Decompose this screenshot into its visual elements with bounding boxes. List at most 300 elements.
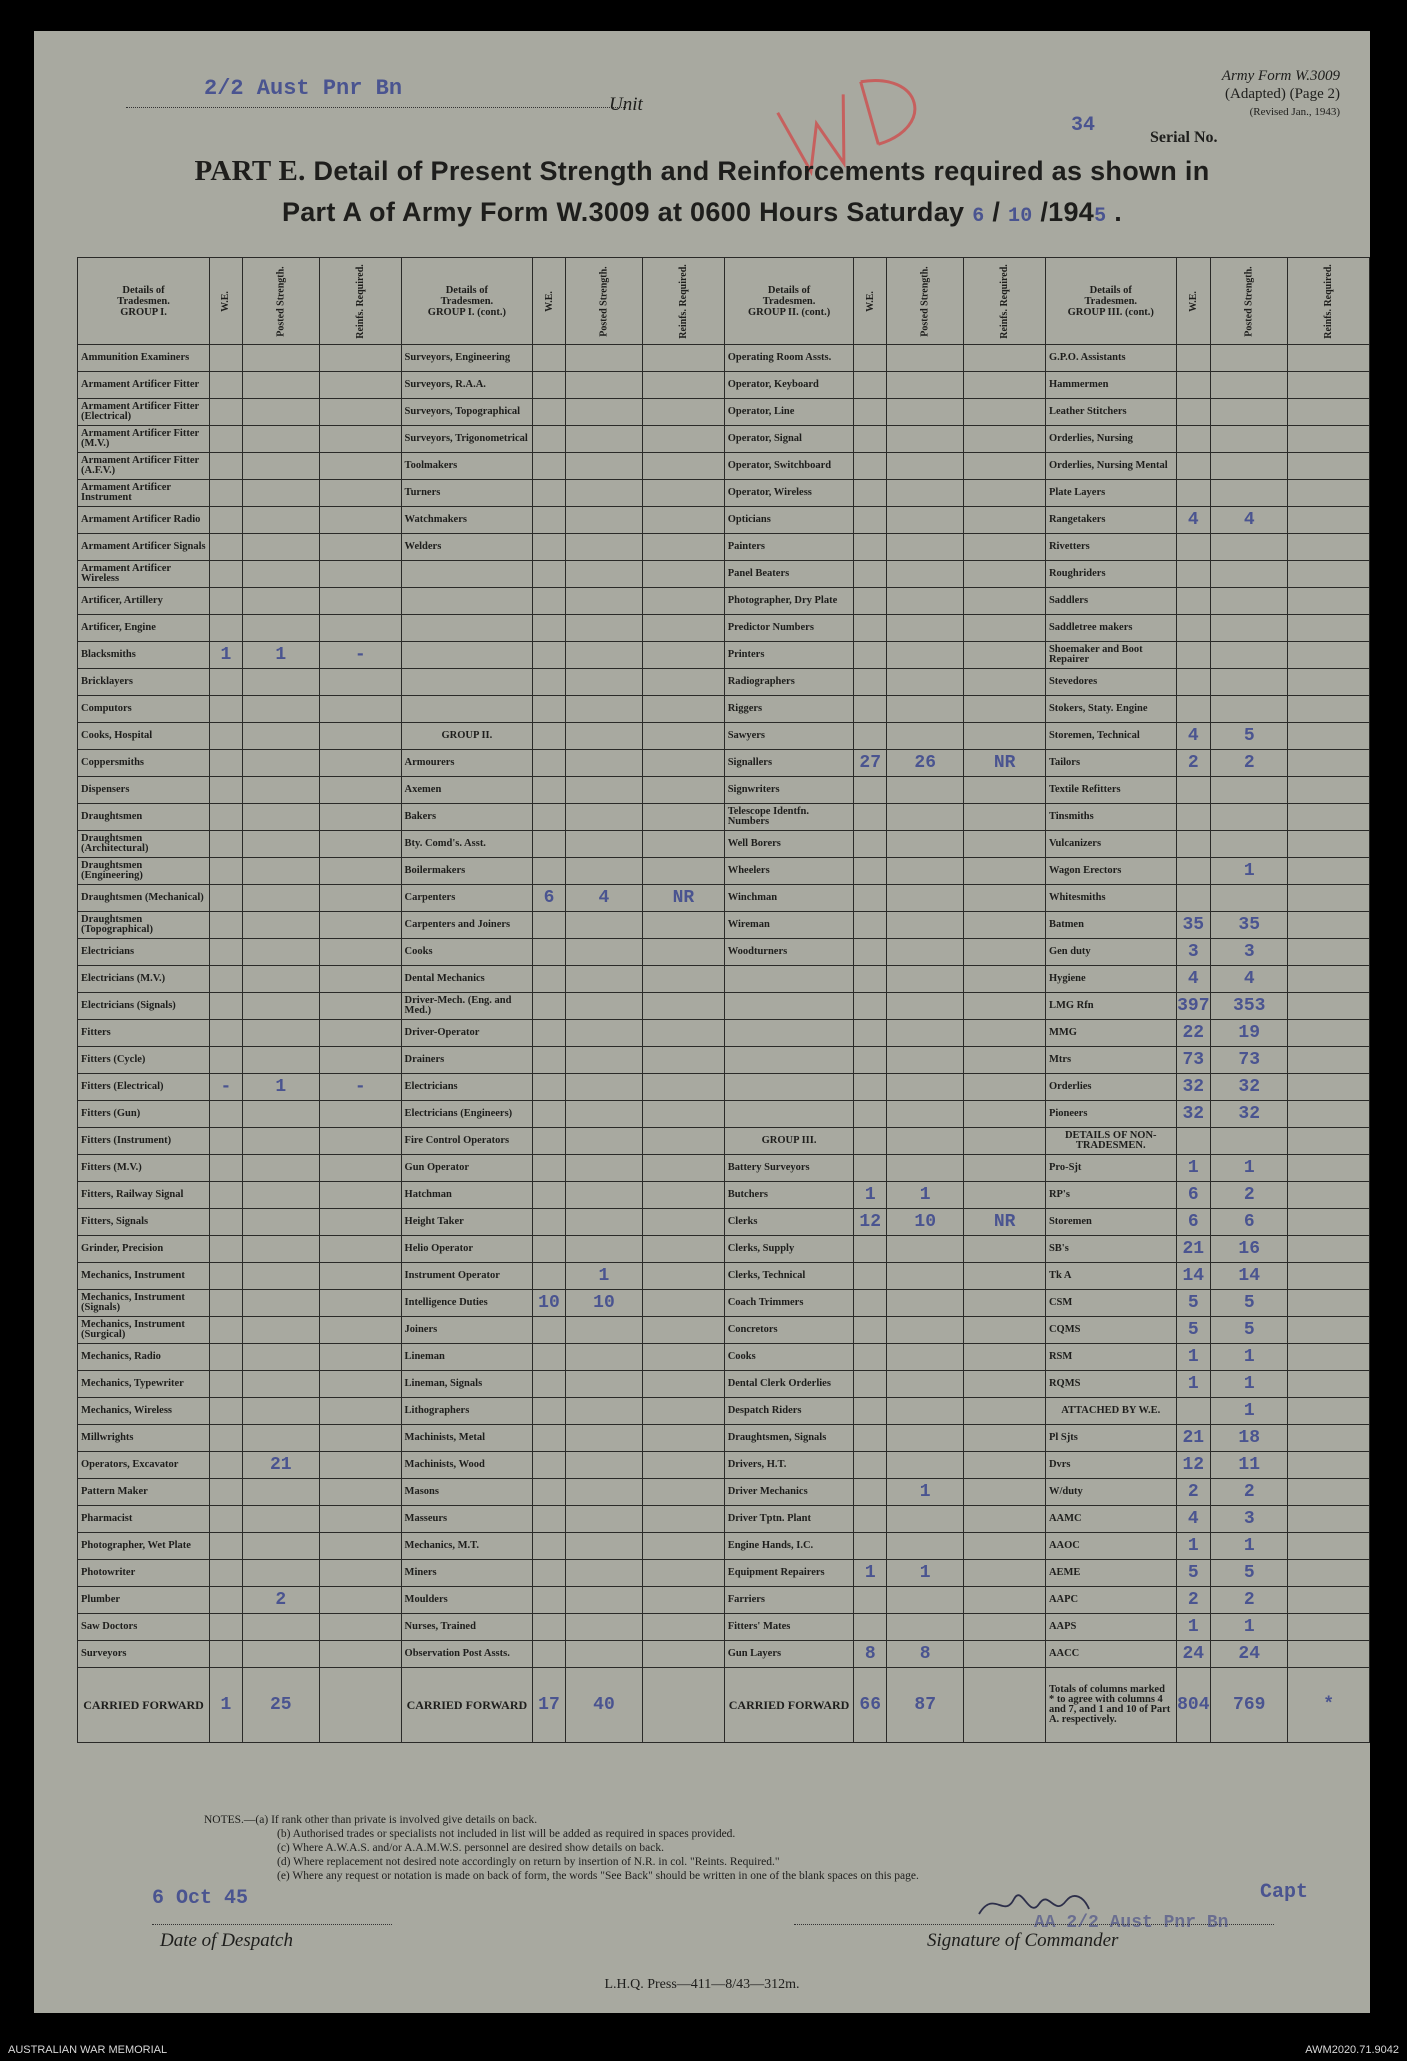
total-posted: 87 — [887, 1668, 964, 1743]
we-value — [854, 1614, 887, 1641]
we-value — [854, 831, 887, 858]
reinfs-value — [1288, 534, 1370, 561]
trade-name: Farriers — [724, 1587, 854, 1614]
trade-name: Mechanics, Instrument (Surgical) — [78, 1317, 210, 1344]
we-value — [1176, 561, 1210, 588]
reinfs-value — [643, 1371, 725, 1398]
we-value — [533, 345, 566, 372]
trade-name: Radiographers — [724, 669, 854, 696]
posted-value: 8 — [887, 1641, 964, 1668]
reinfs-value — [964, 1560, 1046, 1587]
we-value — [210, 831, 243, 858]
we-value — [210, 1614, 243, 1641]
trade-name: Armament Artificer Fitter (M.V.) — [78, 426, 210, 453]
we-value: 2 — [1176, 1587, 1210, 1614]
trade-name: Lineman, Signals — [401, 1371, 533, 1398]
we-value — [533, 1425, 566, 1452]
posted-value — [565, 534, 642, 561]
we-value — [533, 858, 566, 885]
serial-label: Serial No. — [1150, 129, 1218, 146]
we-value — [533, 453, 566, 480]
we-value — [1176, 1398, 1210, 1425]
reinfs-value — [964, 831, 1046, 858]
trade-name: Mechanics, Radio — [78, 1344, 210, 1371]
header-reinfs-label: Reinfs. Required. — [1323, 263, 1335, 339]
we-value — [210, 885, 243, 912]
trade-name: DETAILS OF NON-TRADESMEN. — [1045, 1128, 1176, 1155]
trade-name: Signallers — [724, 750, 854, 777]
we-value — [533, 1587, 566, 1614]
we-value — [854, 534, 887, 561]
we-value — [210, 507, 243, 534]
trade-name: Draughtsmen (Engineering) — [78, 858, 210, 885]
trade-name — [724, 1047, 854, 1074]
title-text-2: Part A of Army Form W.3009 at 0600 Hours Saturday — [281, 197, 965, 227]
we-value — [854, 1452, 887, 1479]
we-value — [1176, 399, 1210, 426]
posted-value — [1211, 345, 1288, 372]
we-value: 24 — [1176, 1641, 1210, 1668]
posted-value — [887, 588, 964, 615]
posted-value — [242, 696, 319, 723]
trade-name: Armament Artificer Fitter — [78, 372, 210, 399]
total-we: 66 — [854, 1668, 887, 1743]
table-row — [78, 696, 1370, 723]
we-value — [854, 642, 887, 669]
trade-name: Fitters (Electrical) — [78, 1074, 210, 1101]
reinfs-value — [964, 696, 1046, 723]
form-adapted: (Adapted) (Page 2) — [1225, 86, 1340, 102]
trade-name: LMG Rfn — [1045, 993, 1176, 1020]
we-value: 22 — [1176, 1020, 1210, 1047]
trade-name: Blacksmiths — [78, 642, 210, 669]
we-value — [210, 561, 243, 588]
trade-name: Surveyors — [78, 1641, 210, 1668]
table-row — [78, 1587, 1370, 1614]
posted-value: 1 — [242, 1074, 319, 1101]
trade-name: Fitters, Railway Signal — [78, 1182, 210, 1209]
reinfs-value — [1288, 696, 1370, 723]
reinfs-value — [964, 615, 1046, 642]
posted-value — [565, 588, 642, 615]
posted-value — [565, 1317, 642, 1344]
reinfs-value — [320, 453, 402, 480]
trade-name: Draughtsmen — [78, 804, 210, 831]
posted-value — [565, 1020, 642, 1047]
trade-name: Hygiene — [1045, 966, 1176, 993]
trade-name: Mechanics, Instrument — [78, 1263, 210, 1290]
reinfs-value — [1288, 1155, 1370, 1182]
reinfs-value: - — [320, 642, 402, 669]
we-value — [854, 1128, 887, 1155]
table-row — [78, 345, 1370, 372]
reinfs-value — [643, 723, 725, 750]
reinfs-value — [320, 1317, 402, 1344]
we-value — [1176, 696, 1210, 723]
reinfs-value — [320, 1155, 402, 1182]
posted-value — [242, 1101, 319, 1128]
signature-line — [794, 1924, 1274, 1925]
we-value — [854, 993, 887, 1020]
we-value — [854, 1479, 887, 1506]
header-trade — [724, 258, 854, 345]
posted-value — [1211, 831, 1288, 858]
reinfs-value — [964, 1182, 1046, 1209]
posted-value: 1 — [887, 1182, 964, 1209]
reinfs-value — [643, 372, 725, 399]
trade-name: Operator, Switchboard — [724, 453, 854, 480]
table-row — [78, 750, 1370, 777]
trade-name: Saddletree makers — [1045, 615, 1176, 642]
posted-value: 2 — [1211, 1587, 1288, 1614]
we-value: 4 — [1176, 723, 1210, 750]
reinfs-value — [964, 1479, 1046, 1506]
header-reinfs — [643, 258, 725, 345]
total-reinfs — [643, 1668, 725, 1743]
we-value — [210, 804, 243, 831]
reinfs-value — [964, 1236, 1046, 1263]
reinfs-value — [643, 912, 725, 939]
posted-value — [887, 696, 964, 723]
table-row — [78, 1182, 1370, 1209]
posted-value — [565, 1479, 642, 1506]
reinfs-value — [320, 1452, 402, 1479]
posted-value — [242, 453, 319, 480]
posted-value — [565, 1560, 642, 1587]
trade-name: Toolmakers — [401, 453, 533, 480]
reinfs-value — [1288, 615, 1370, 642]
reinfs-value — [964, 1074, 1046, 1101]
we-value: 27 — [854, 750, 887, 777]
table-row — [78, 372, 1370, 399]
reinfs-value — [643, 966, 725, 993]
reinfs-value — [320, 1479, 402, 1506]
reinfs-value — [643, 1398, 725, 1425]
we-value — [1176, 453, 1210, 480]
posted-value: 18 — [1211, 1425, 1288, 1452]
table-row — [78, 1074, 1370, 1101]
reinfs-value — [643, 777, 725, 804]
table-row — [78, 885, 1370, 912]
reinfs-value — [964, 507, 1046, 534]
header-reinfs-label: Reinfs. Required. — [677, 263, 689, 339]
posted-value: 26 — [887, 750, 964, 777]
posted-value — [565, 669, 642, 696]
reinfs-value — [964, 669, 1046, 696]
posted-value: 14 — [1211, 1263, 1288, 1290]
reinfs-value — [1288, 858, 1370, 885]
page-title-line-1 — [34, 155, 1370, 188]
posted-value — [565, 615, 642, 642]
trade-name: Surveyors, R.A.A. — [401, 372, 533, 399]
trade-name: ATTACHED BY W.E. — [1045, 1398, 1176, 1425]
total-reinfs — [320, 1668, 402, 1743]
reinfs-value — [1288, 1020, 1370, 1047]
we-value — [210, 723, 243, 750]
reinfs-value — [320, 993, 402, 1020]
reinfs-value — [964, 534, 1046, 561]
header-we — [533, 258, 566, 345]
trade-name: Electricians (Engineers) — [401, 1101, 533, 1128]
posted-value: 2 — [242, 1587, 319, 1614]
trade-name: Height Taker — [401, 1209, 533, 1236]
posted-value — [242, 1560, 319, 1587]
table-row — [78, 1479, 1370, 1506]
trade-name: SB's — [1045, 1236, 1176, 1263]
trade-name: Concretors — [724, 1317, 854, 1344]
trade-name: Hatchman — [401, 1182, 533, 1209]
reinfs-value — [964, 372, 1046, 399]
posted-value — [887, 399, 964, 426]
posted-value — [1211, 453, 1288, 480]
we-value — [854, 777, 887, 804]
posted-value — [565, 453, 642, 480]
reinfs-value — [643, 1263, 725, 1290]
trade-name: Driver Tptn. Plant — [724, 1506, 854, 1533]
trade-name: Joiners — [401, 1317, 533, 1344]
reinfs-value — [964, 777, 1046, 804]
reinfs-value — [320, 1236, 402, 1263]
trade-name: Tinsmiths — [1045, 804, 1176, 831]
reinfs-value — [1288, 885, 1370, 912]
we-value — [854, 1506, 887, 1533]
posted-value — [1211, 480, 1288, 507]
we-value — [854, 912, 887, 939]
we-value — [533, 1209, 566, 1236]
reinfs-value — [320, 858, 402, 885]
year-prefix: /194 — [1040, 197, 1095, 227]
trade-name: Operator, Keyboard — [724, 372, 854, 399]
total-posted: 769 — [1211, 1668, 1288, 1743]
trade-name: Butchers — [724, 1182, 854, 1209]
posted-value — [242, 1182, 319, 1209]
reinfs-value — [320, 1506, 402, 1533]
we-value: 4 — [1176, 507, 1210, 534]
posted-value — [242, 1614, 319, 1641]
reinfs-value — [320, 534, 402, 561]
trade-name: Mechanics, Wireless — [78, 1398, 210, 1425]
we-value: 2 — [1176, 1479, 1210, 1506]
posted-value — [887, 1128, 964, 1155]
reinfs-value — [1288, 642, 1370, 669]
reinfs-value — [320, 1344, 402, 1371]
note-b: (b) Authorised trades or specialists not included in list will be added as required in spaces provided. — [277, 1828, 736, 1840]
reinfs-value — [320, 1020, 402, 1047]
posted-value — [242, 804, 319, 831]
posted-value — [565, 1425, 642, 1452]
we-value: 10 — [533, 1290, 566, 1317]
reinfs-value — [643, 588, 725, 615]
we-value: 73 — [1176, 1047, 1210, 1074]
reinfs-value — [643, 507, 725, 534]
we-value — [854, 1101, 887, 1128]
posted-value: 2 — [1211, 1182, 1288, 1209]
reinfs-value — [643, 939, 725, 966]
reinfs-value — [1288, 993, 1370, 1020]
reinfs-value — [1288, 966, 1370, 993]
table-row — [78, 1290, 1370, 1317]
table-row — [78, 1209, 1370, 1236]
table-row — [78, 1614, 1370, 1641]
date-month: 10 — [1007, 205, 1033, 228]
trade-name: Carpenters — [401, 885, 533, 912]
reinfs-value — [1288, 750, 1370, 777]
trade-name: Despatch Riders — [724, 1398, 854, 1425]
posted-value — [565, 858, 642, 885]
posted-value — [887, 939, 964, 966]
reinfs-value — [1288, 1317, 1370, 1344]
trade-name: Surveyors, Topographical — [401, 399, 533, 426]
reinfs-value — [1288, 1506, 1370, 1533]
trade-name: Fitters' Mates — [724, 1614, 854, 1641]
posted-value — [242, 993, 319, 1020]
reinfs-value — [320, 1101, 402, 1128]
table-row — [78, 642, 1370, 669]
note-e: (e) Where any request or notation is made on back of form, the words "See Back" should be written in one of the blank spaces on this page. — [277, 1870, 919, 1882]
reinfs-value — [1288, 939, 1370, 966]
reinfs-value — [964, 345, 1046, 372]
we-value — [854, 858, 887, 885]
reinfs-value — [964, 804, 1046, 831]
table-row — [78, 507, 1370, 534]
table-row — [78, 1452, 1370, 1479]
header-trade-line: Details of — [122, 284, 165, 296]
we-value — [854, 804, 887, 831]
trade-name: Painters — [724, 534, 854, 561]
we-value — [210, 939, 243, 966]
reinfs-value — [643, 1452, 725, 1479]
posted-value — [242, 1506, 319, 1533]
trade-name: Gun Layers — [724, 1641, 854, 1668]
reinfs-value — [1288, 1290, 1370, 1317]
table-row — [78, 723, 1370, 750]
trade-name: Batmen — [1045, 912, 1176, 939]
trade-name: Driver-Operator — [401, 1020, 533, 1047]
trade-name: Wheelers — [724, 858, 854, 885]
reinfs-value — [964, 399, 1046, 426]
reinfs-value — [1288, 588, 1370, 615]
reinfs-value — [320, 372, 402, 399]
posted-value — [887, 642, 964, 669]
trade-name: Welders — [401, 534, 533, 561]
table-row — [78, 1128, 1370, 1155]
reinfs-value — [964, 885, 1046, 912]
header-trade-line: Tradesmen. — [762, 295, 816, 307]
we-value: 14 — [1176, 1263, 1210, 1290]
posted-value — [887, 1290, 964, 1317]
we-value — [1176, 885, 1210, 912]
posted-value — [565, 1533, 642, 1560]
header-reinfs — [964, 258, 1046, 345]
table-row — [78, 1344, 1370, 1371]
we-value — [533, 615, 566, 642]
trade-name: Panel Beaters — [724, 561, 854, 588]
header-posted — [887, 258, 964, 345]
we-value — [533, 1020, 566, 1047]
trade-name: AAPS — [1045, 1614, 1176, 1641]
posted-value — [887, 615, 964, 642]
posted-value: 5 — [1211, 723, 1288, 750]
reinfs-value — [320, 1371, 402, 1398]
posted-value — [242, 939, 319, 966]
header-trade-line: Details of — [767, 284, 811, 296]
trade-name: Lithographers — [401, 1398, 533, 1425]
we-value — [210, 750, 243, 777]
trade-name: Photowriter — [78, 1560, 210, 1587]
we-value — [533, 1506, 566, 1533]
we-value — [210, 1506, 243, 1533]
trade-name: Orderlies, Nursing Mental — [1045, 453, 1176, 480]
we-value — [210, 1047, 243, 1074]
document-page — [34, 31, 1370, 2013]
reinfs-value — [320, 777, 402, 804]
trade-name: RSM — [1045, 1344, 1176, 1371]
trade-name: Pro-Sjt — [1045, 1155, 1176, 1182]
trade-name: Draughtsmen, Signals — [724, 1425, 854, 1452]
signature-label: Signature of Commander — [927, 1930, 1119, 1951]
trade-name: Mechanics, M.T. — [401, 1533, 533, 1560]
posted-value: 73 — [1211, 1047, 1288, 1074]
reinfs-value — [964, 1641, 1046, 1668]
trade-name: Nurses, Trained — [401, 1614, 533, 1641]
trade-name: Electricians (M.V.) — [78, 966, 210, 993]
trade-name: Intelligence Duties — [401, 1290, 533, 1317]
reinfs-value — [643, 345, 725, 372]
we-value — [210, 480, 243, 507]
trade-name: Vulcanizers — [1045, 831, 1176, 858]
we-value — [533, 1344, 566, 1371]
we-value — [533, 1236, 566, 1263]
posted-value — [887, 993, 964, 1020]
reinfs-value — [643, 1506, 725, 1533]
reinfs-value — [964, 912, 1046, 939]
posted-value — [887, 1101, 964, 1128]
table-row — [78, 966, 1370, 993]
posted-value — [565, 1506, 642, 1533]
we-value — [1176, 588, 1210, 615]
slash-1: / — [992, 197, 1001, 227]
posted-value: 16 — [1211, 1236, 1288, 1263]
source-caption-left: AUSTRALIAN WAR MEMORIAL — [8, 2044, 168, 2056]
table-row — [78, 615, 1370, 642]
we-value — [533, 1560, 566, 1587]
total-posted: 25 — [242, 1668, 319, 1743]
reinfs-value — [643, 1344, 725, 1371]
reinfs-value — [964, 480, 1046, 507]
we-value — [210, 777, 243, 804]
reinfs-value — [643, 1182, 725, 1209]
total-reinfs — [964, 1668, 1046, 1743]
reinfs-value — [643, 1479, 725, 1506]
we-value — [854, 480, 887, 507]
posted-value — [1211, 777, 1288, 804]
header-we-label: W.E. — [220, 290, 232, 312]
posted-value — [565, 399, 642, 426]
posted-value — [242, 1155, 319, 1182]
we-value — [210, 1371, 243, 1398]
header-trade-line: GROUP I. — [120, 306, 167, 318]
posted-value: 1 — [887, 1479, 964, 1506]
reinfs-value — [1288, 1560, 1370, 1587]
posted-value: 5 — [1211, 1317, 1288, 1344]
we-value — [1176, 1128, 1210, 1155]
posted-value: 3 — [1211, 939, 1288, 966]
we-value — [533, 1128, 566, 1155]
despatch-label: Date of Despatch — [160, 1930, 293, 1951]
posted-value: 5 — [1211, 1290, 1288, 1317]
posted-value — [242, 507, 319, 534]
trade-name: Gen duty — [1045, 939, 1176, 966]
